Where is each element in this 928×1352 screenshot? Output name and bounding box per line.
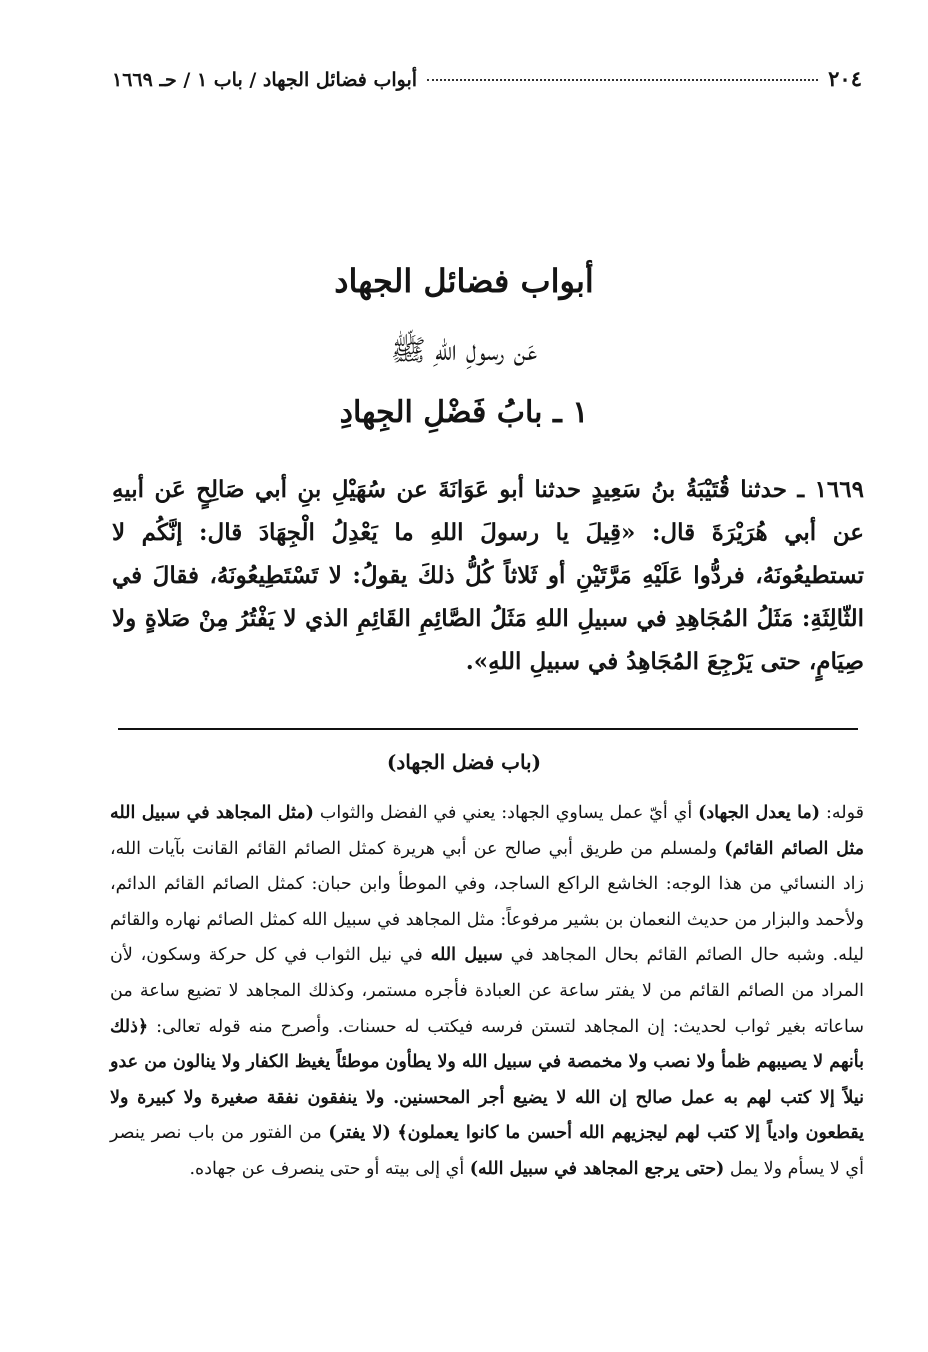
- section-subtitle: عَن رسولِ اللهِ ﷺ: [390, 333, 538, 367]
- commentary-quoted-phrase: (لا يفتر): [328, 1123, 391, 1144]
- chapter-heading: ١ ـ بابُ فَضْلِ الجِهادِ: [339, 395, 589, 430]
- commentary-run: قوله:: [820, 803, 864, 823]
- commentary-quoted-phrase: سبيل الله: [430, 945, 503, 966]
- hadith-text: حدثنا قُتَيْبَةُ بنُ سَعِيدٍ حدثنا أبو عَوَانَةَ عن سُهَيْلِ بنِ أبي صَالِحٍ عَن أبيهِ عن أبي هُرَيْرَةَ قال: «قِيلَ يا رسولَ اللهِ ما يَعْدِلُ الْجِهَادَ قال: إنَّكُم لا تستطيعُونَهُ، فردُّوا عَلَيْهِ مَرَّتَيْنِ أو ثَلاثاً كُلُّ ذلكَ يقولُ: لا تَسْتَطِيعُونَهُ، فقالَ في الثّالِثَةِ: مَثَلُ المُجَاهِدِ في سبيلِ اللهِ مَثَلُ الصَّائِمِ القَائِمِ الذي لا يَفْتُرُ مِنْ صَلاةٍ ولا صِيَامٍ، حتى يَرْجِعَ المُجَاهِدُ في سبيلِ اللهِ».: [112, 476, 864, 675]
- hadith-text-block: [112, 468, 864, 683]
- footnote-divider: [118, 728, 858, 730]
- commentary-run: ولمسلم من طريق أبي صالح عن أبي هريرة كمثل الصائم القائم القانت بآيات الله، زاد النسائي من هذا الوجه: الخاشع الراكع الساجد، وفي الموطأ وابن حبان: كمثل الصائم القائم الدائم، ولأحمد والبزار من حديث النعمان بن بشير مرفوعاً:: [110, 838, 864, 930]
- commentary-run: أي إلى بيته أو حتى ينصرف عن جهاده.: [189, 1158, 470, 1179]
- commentary-run: في نيل الثواب في كل حركة وسكون، لأن المراد من الصائم القائم من لا يفتر ساعة عن العبادة فأجره مستمر، وكذلك المجاهد لا تضيع ساعة من ساعاته بغير ثواب لحديث: إن المجاهد لتستن فرسه فيكتب له حسنات. وأصرح منه قوله تعالى:: [110, 945, 864, 1037]
- commentary-heading: (باب فضل الجهاد): [386, 750, 542, 774]
- page-number: ٢٠٤: [828, 66, 862, 91]
- hadith-number: ١٦٦٩ ـ: [797, 476, 864, 503]
- running-title: أبواب فضائل الجهاد / باب ١ / حـ ١٦٦٩: [112, 69, 418, 91]
- header-leader-dots: [427, 79, 818, 81]
- commentary-text: [110, 796, 864, 1188]
- commentary-run: من الفتور من باب نصر ينصر أي لا يسأم ولا يمل: [110, 1123, 864, 1179]
- commentary-run: مثل المجاهد في سبيل الله كمثل الصائم نهاره والقائم ليله: [110, 909, 864, 966]
- section-title: أبواب فضائل الجهاد: [334, 262, 594, 300]
- commentary-quoted-phrase: (مثل المجاهد في سبيل الله مثل الصائم القائم): [110, 803, 864, 859]
- commentary-quoted-phrase: (حتى يرجع المجاهد في سبيل الله): [469, 1158, 725, 1179]
- commentary-run: أي أيّ عمل يساوي الجهاد: يعني في الفضل والثواب: [313, 803, 699, 823]
- page-header: [112, 66, 862, 91]
- commentary-quoted-phrase: (ما يعدل الجهاد): [698, 803, 821, 823]
- commentary-run: . وشبه حال الصائم القائم بحال المجاهد في: [502, 945, 839, 966]
- commentary-quoted-phrase: ﴿ذلك بأنهم لا يصيبهم ظمأ ولا نصب ولا مخمصة في سبيل الله ولا يطأون موطئاً يغيظ الكفار ولا ينالون من عدو نيلاً إلا كتب لهم به عمل صالح إن الله لا يضيع أجر المحسنين. ولا ينفقون نفقة صغيرة ولا كبيرة ولا يقطعون وادياً إلا كتب لهم ليجزيهم الله أحسن ما كانوا يعملون﴾: [110, 1016, 864, 1144]
